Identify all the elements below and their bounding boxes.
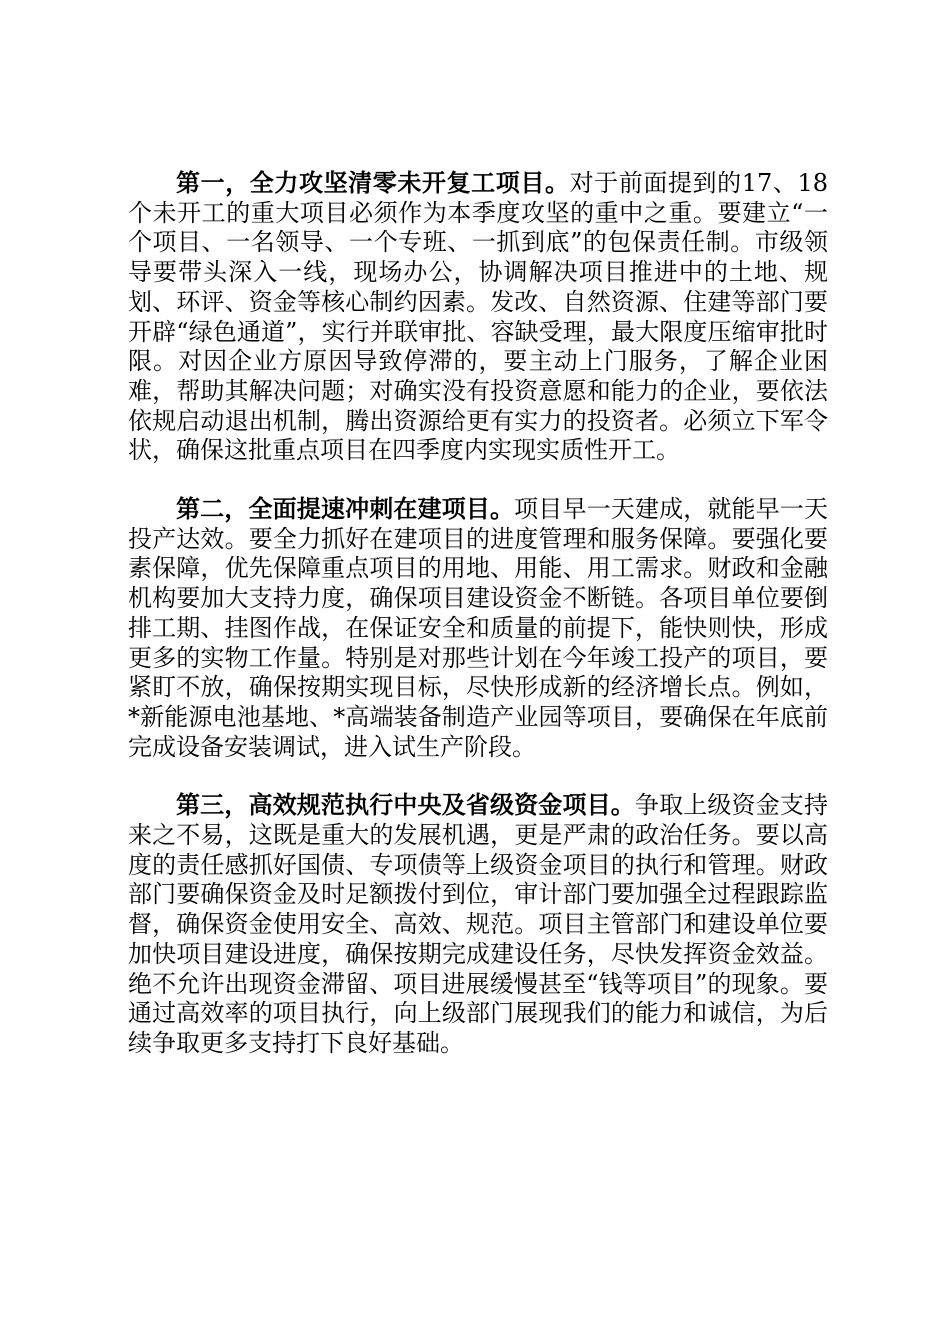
paragraph-text: 项目早一天建成，就能早一天投产达效。要全力抓好在建项目的进度管理和服务保障。要强化要素保障，优先保障重点项目的用地、用能、用工需求。财政和金融机构要加大支持力度，确保项目建设资金不断链。各项目单位要倒排工期、挂图作战，在保证安全和质量的前提下，能快则快，形成更多的实物工作量。特别是对那些计划在今年竣工投产的项目，要紧盯不放，确保按期实现目标，尽快形成新的经济增长点。例如，*新能源电池基地、*高端装备制造产业园等项目，要确保在年底前完成设备安装调试，进入试生产阶段。: [128, 495, 829, 761]
paragraph-third: [128, 790, 828, 1058]
paragraph-text: 争取上级资金支持来之不易，这既是重大的发展机遇，更是严肃的政治任务。要以高度的责任感抓好国债、专项债等上级资金项目的执行和管理。财政部门要确保资金及时足额拨付到位，审计部门要加强全过程跟踪监督，确保资金使用安全、高效、规范。项目主管部门和建设单位要加快项目建设进度，确保按期完成建设任务，尽快发挥资金效益。绝不允许出现资金滞留、项目进展缓慢甚至“钱等项目”的现象。要通过高效率的项目执行，向上级部门展现我们的能力和诚信，为后续争取更多支持打下良好基础。: [128, 791, 828, 1057]
paragraph-second: [128, 494, 828, 762]
document-body: [128, 168, 828, 1087]
paragraph-heading: 第二，全面提速冲刺在建项目。: [176, 494, 515, 524]
paragraph-first: [128, 168, 828, 466]
paragraph-heading: 第一，全力攻坚清零未开复工项目。: [176, 168, 570, 197]
paragraph-text: 对于前面提到的17、18个未开工的重大项目必须作为本季度攻坚的重中之重。要建立“一个项目、一名领导、一个专班、一抓到底”的包保责任制。市级领导要带头深入一线，现场办公，协调解决项目推进中的土地、规划、环评、资金等核心制约因素。发改、自然资源、住建等部门要开辟“绿色通道”，实行并联审批、容缺受理，最大限度压缩审批时限。对因企业方原因导致停滞的，要主动上门服务，了解企业困难，帮助其解决问题；对确实没有投资意愿和能力的企业，要依法依规启动退出机制，腾出资源给更有实力的投资者。必须立下军令状，确保这批重点项目在四季度内实现实质性开工。: [128, 169, 829, 465]
paragraph-heading: 第三，高效规范执行中央及省级资金项目。: [176, 790, 635, 820]
